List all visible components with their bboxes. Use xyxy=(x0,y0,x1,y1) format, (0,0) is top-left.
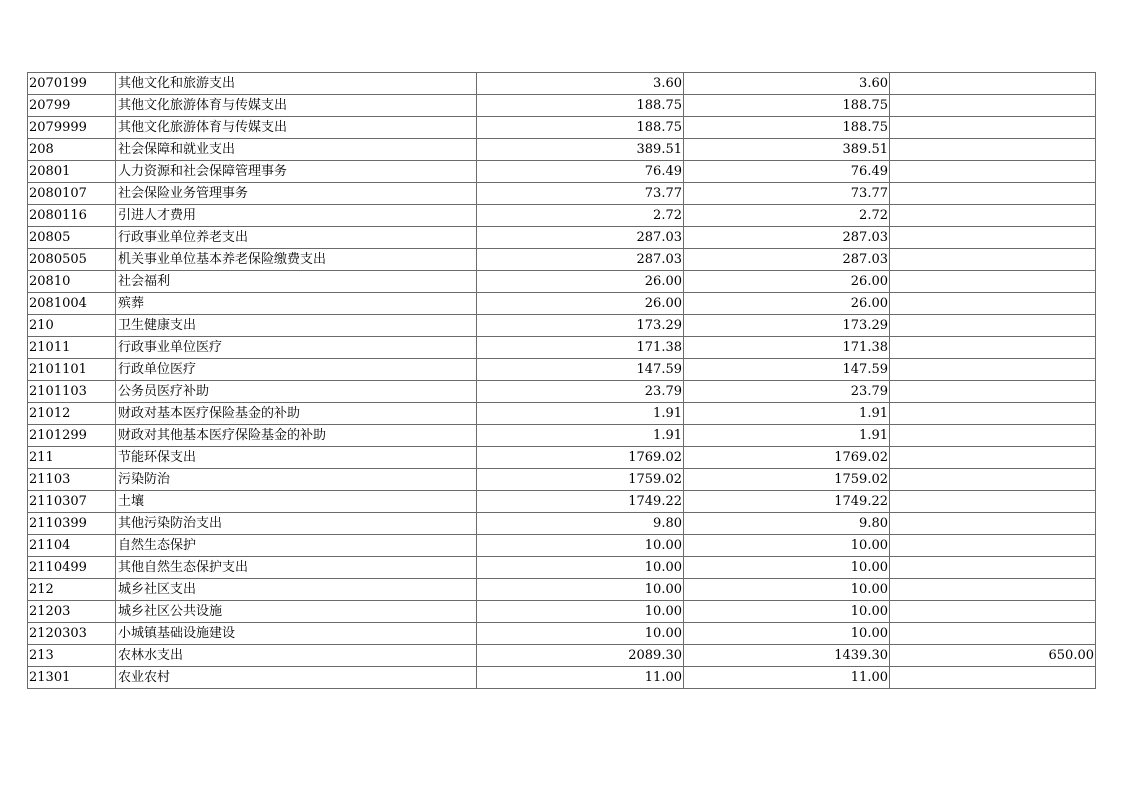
project-expenditure-cell xyxy=(890,73,1096,95)
subject-code-cell: 2110399 xyxy=(28,513,116,535)
subject-code-cell: 2080505 xyxy=(28,249,116,271)
total-amount-cell: 10.00 xyxy=(477,601,684,623)
subject-name-cell: 其他文化旅游体育与传媒支出 xyxy=(116,117,477,139)
basic-expenditure-cell: 1439.30 xyxy=(684,645,890,667)
subject-name-cell: 其他文化旅游体育与传媒支出 xyxy=(116,95,477,117)
total-amount-cell: 287.03 xyxy=(477,227,684,249)
subject-code-cell: 2120303 xyxy=(28,623,116,645)
subject-code-cell: 210 xyxy=(28,315,116,337)
project-expenditure-cell xyxy=(890,667,1096,689)
table-row xyxy=(28,645,1096,667)
subject-name-cell: 小城镇基础设施建设 xyxy=(116,623,477,645)
total-amount-cell: 10.00 xyxy=(477,623,684,645)
total-amount-cell: 11.00 xyxy=(477,667,684,689)
table-row xyxy=(28,513,1096,535)
project-expenditure-cell xyxy=(890,513,1096,535)
project-expenditure-cell xyxy=(890,425,1096,447)
table-row xyxy=(28,535,1096,557)
basic-expenditure-cell: 9.80 xyxy=(684,513,890,535)
subject-code-cell: 20801 xyxy=(28,161,116,183)
total-amount-cell: 188.75 xyxy=(477,95,684,117)
project-expenditure-cell xyxy=(890,447,1096,469)
table-row xyxy=(28,183,1096,205)
subject-name-cell: 机关事业单位基本养老保险缴费支出 xyxy=(116,249,477,271)
subject-name-cell: 社会保险业务管理事务 xyxy=(116,183,477,205)
project-expenditure-cell xyxy=(890,535,1096,557)
table-row xyxy=(28,161,1096,183)
table-row xyxy=(28,249,1096,271)
basic-expenditure-cell: 10.00 xyxy=(684,623,890,645)
total-amount-cell: 188.75 xyxy=(477,117,684,139)
project-expenditure-cell xyxy=(890,337,1096,359)
budget-table xyxy=(27,72,1096,689)
basic-expenditure-cell: 1769.02 xyxy=(684,447,890,469)
basic-expenditure-cell: 3.60 xyxy=(684,73,890,95)
table-row xyxy=(28,469,1096,491)
subject-name-cell: 行政事业单位养老支出 xyxy=(116,227,477,249)
subject-code-cell: 2079999 xyxy=(28,117,116,139)
basic-expenditure-cell: 287.03 xyxy=(684,249,890,271)
subject-name-cell: 城乡社区公共设施 xyxy=(116,601,477,623)
subject-code-cell: 21203 xyxy=(28,601,116,623)
table-row xyxy=(28,315,1096,337)
total-amount-cell: 287.03 xyxy=(477,249,684,271)
table-row xyxy=(28,425,1096,447)
subject-code-cell: 2081004 xyxy=(28,293,116,315)
table-row xyxy=(28,579,1096,601)
total-amount-cell: 1759.02 xyxy=(477,469,684,491)
subject-name-cell: 其他污染防治支出 xyxy=(116,513,477,535)
subject-name-cell: 财政对基本医疗保险基金的补助 xyxy=(116,403,477,425)
total-amount-cell: 173.29 xyxy=(477,315,684,337)
subject-name-cell: 农业农村 xyxy=(116,667,477,689)
basic-expenditure-cell: 171.38 xyxy=(684,337,890,359)
basic-expenditure-cell: 173.29 xyxy=(684,315,890,337)
project-expenditure-cell xyxy=(890,381,1096,403)
table-row xyxy=(28,359,1096,381)
basic-expenditure-cell: 389.51 xyxy=(684,139,890,161)
total-amount-cell: 2089.30 xyxy=(477,645,684,667)
subject-code-cell: 21104 xyxy=(28,535,116,557)
subject-name-cell: 自然生态保护 xyxy=(116,535,477,557)
subject-code-cell: 21012 xyxy=(28,403,116,425)
subject-code-cell: 208 xyxy=(28,139,116,161)
basic-expenditure-cell: 2.72 xyxy=(684,205,890,227)
project-expenditure-cell xyxy=(890,183,1096,205)
subject-name-cell: 污染防治 xyxy=(116,469,477,491)
project-expenditure-cell xyxy=(890,491,1096,513)
subject-name-cell: 殡葬 xyxy=(116,293,477,315)
basic-expenditure-cell: 1759.02 xyxy=(684,469,890,491)
project-expenditure-cell xyxy=(890,359,1096,381)
subject-code-cell: 213 xyxy=(28,645,116,667)
basic-expenditure-cell: 10.00 xyxy=(684,601,890,623)
project-expenditure-cell xyxy=(890,117,1096,139)
subject-code-cell: 21011 xyxy=(28,337,116,359)
basic-expenditure-cell: 10.00 xyxy=(684,557,890,579)
total-amount-cell: 10.00 xyxy=(477,535,684,557)
subject-name-cell: 行政单位医疗 xyxy=(116,359,477,381)
project-expenditure-cell: 650.00 xyxy=(890,645,1096,667)
project-expenditure-cell xyxy=(890,469,1096,491)
table-row xyxy=(28,447,1096,469)
table-row xyxy=(28,403,1096,425)
total-amount-cell: 26.00 xyxy=(477,271,684,293)
subject-code-cell: 2070199 xyxy=(28,73,116,95)
subject-name-cell: 财政对其他基本医疗保险基金的补助 xyxy=(116,425,477,447)
project-expenditure-cell xyxy=(890,205,1096,227)
basic-expenditure-cell: 73.77 xyxy=(684,183,890,205)
project-expenditure-cell xyxy=(890,601,1096,623)
project-expenditure-cell xyxy=(890,271,1096,293)
project-expenditure-cell xyxy=(890,161,1096,183)
project-expenditure-cell xyxy=(890,139,1096,161)
subject-code-cell: 211 xyxy=(28,447,116,469)
subject-code-cell: 20799 xyxy=(28,95,116,117)
project-expenditure-cell xyxy=(890,315,1096,337)
subject-name-cell: 土壤 xyxy=(116,491,477,513)
total-amount-cell: 147.59 xyxy=(477,359,684,381)
project-expenditure-cell xyxy=(890,557,1096,579)
basic-expenditure-cell: 11.00 xyxy=(684,667,890,689)
total-amount-cell: 1749.22 xyxy=(477,491,684,513)
table-row xyxy=(28,205,1096,227)
subject-name-cell: 社会福利 xyxy=(116,271,477,293)
table-row xyxy=(28,117,1096,139)
basic-expenditure-cell: 1.91 xyxy=(684,403,890,425)
basic-expenditure-cell: 10.00 xyxy=(684,579,890,601)
total-amount-cell: 3.60 xyxy=(477,73,684,95)
project-expenditure-cell xyxy=(890,95,1096,117)
table-row xyxy=(28,381,1096,403)
table-row xyxy=(28,601,1096,623)
project-expenditure-cell xyxy=(890,579,1096,601)
subject-name-cell: 其他文化和旅游支出 xyxy=(116,73,477,95)
project-expenditure-cell xyxy=(890,623,1096,645)
basic-expenditure-cell: 1749.22 xyxy=(684,491,890,513)
basic-expenditure-cell: 76.49 xyxy=(684,161,890,183)
subject-code-cell: 212 xyxy=(28,579,116,601)
subject-name-cell: 人力资源和社会保障管理事务 xyxy=(116,161,477,183)
total-amount-cell: 10.00 xyxy=(477,557,684,579)
subject-name-cell: 引进人才费用 xyxy=(116,205,477,227)
total-amount-cell: 1.91 xyxy=(477,425,684,447)
total-amount-cell: 73.77 xyxy=(477,183,684,205)
total-amount-cell: 171.38 xyxy=(477,337,684,359)
total-amount-cell: 9.80 xyxy=(477,513,684,535)
total-amount-cell: 10.00 xyxy=(477,579,684,601)
table-row xyxy=(28,139,1096,161)
basic-expenditure-cell: 188.75 xyxy=(684,95,890,117)
subject-code-cell: 2080116 xyxy=(28,205,116,227)
table-row xyxy=(28,557,1096,579)
subject-code-cell: 21103 xyxy=(28,469,116,491)
total-amount-cell: 2.72 xyxy=(477,205,684,227)
subject-code-cell: 21301 xyxy=(28,667,116,689)
subject-code-cell: 2101299 xyxy=(28,425,116,447)
table-row xyxy=(28,623,1096,645)
subject-code-cell: 2080107 xyxy=(28,183,116,205)
subject-code-cell: 2110307 xyxy=(28,491,116,513)
subject-name-cell: 其他自然生态保护支出 xyxy=(116,557,477,579)
table-row xyxy=(28,271,1096,293)
project-expenditure-cell xyxy=(890,293,1096,315)
total-amount-cell: 76.49 xyxy=(477,161,684,183)
basic-expenditure-cell: 10.00 xyxy=(684,535,890,557)
subject-name-cell: 卫生健康支出 xyxy=(116,315,477,337)
subject-code-cell: 20805 xyxy=(28,227,116,249)
project-expenditure-cell xyxy=(890,227,1096,249)
table-row xyxy=(28,227,1096,249)
total-amount-cell: 26.00 xyxy=(477,293,684,315)
subject-name-cell: 城乡社区支出 xyxy=(116,579,477,601)
total-amount-cell: 1.91 xyxy=(477,403,684,425)
subject-name-cell: 公务员医疗补助 xyxy=(116,381,477,403)
subject-code-cell: 2101103 xyxy=(28,381,116,403)
subject-name-cell: 农林水支出 xyxy=(116,645,477,667)
total-amount-cell: 23.79 xyxy=(477,381,684,403)
project-expenditure-cell xyxy=(890,403,1096,425)
basic-expenditure-cell: 287.03 xyxy=(684,227,890,249)
subject-name-cell: 行政事业单位医疗 xyxy=(116,337,477,359)
budget-table-body xyxy=(28,73,1096,689)
subject-name-cell: 节能环保支出 xyxy=(116,447,477,469)
basic-expenditure-cell: 23.79 xyxy=(684,381,890,403)
subject-code-cell: 20810 xyxy=(28,271,116,293)
table-row xyxy=(28,337,1096,359)
table-row xyxy=(28,491,1096,513)
basic-expenditure-cell: 26.00 xyxy=(684,271,890,293)
total-amount-cell: 1769.02 xyxy=(477,447,684,469)
subject-code-cell: 2101101 xyxy=(28,359,116,381)
total-amount-cell: 389.51 xyxy=(477,139,684,161)
table-row xyxy=(28,73,1096,95)
basic-expenditure-cell: 1.91 xyxy=(684,425,890,447)
basic-expenditure-cell: 147.59 xyxy=(684,359,890,381)
subject-code-cell: 2110499 xyxy=(28,557,116,579)
basic-expenditure-cell: 26.00 xyxy=(684,293,890,315)
table-row xyxy=(28,293,1096,315)
basic-expenditure-cell: 188.75 xyxy=(684,117,890,139)
project-expenditure-cell xyxy=(890,249,1096,271)
table-row xyxy=(28,667,1096,689)
table-row xyxy=(28,95,1096,117)
subject-name-cell: 社会保障和就业支出 xyxy=(116,139,477,161)
